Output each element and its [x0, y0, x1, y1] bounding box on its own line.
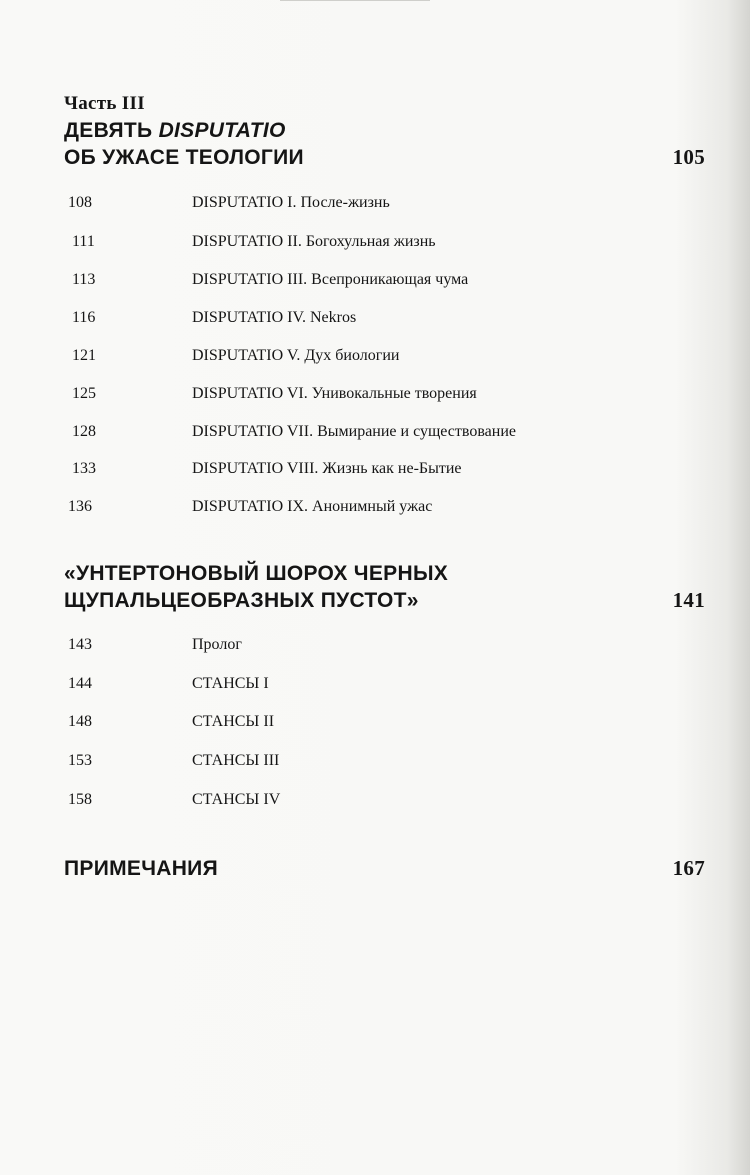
section-2-title-line-2: ЩУПАЛЬЦЕОБРАЗНЫХ ПУСТОТ»	[64, 589, 419, 612]
part-3-page-number: 105	[672, 145, 705, 169]
toc-entry-title: DISPUTATIO VII. Вымирание и существование	[192, 423, 517, 440]
toc-entry-page: 148	[68, 713, 92, 730]
notes-title: ПРИМЕЧАНИЯ	[64, 857, 218, 880]
toc-entry-title: DISPUTATIO III. Всепроникающая чума	[192, 271, 469, 288]
toc-entry-page: 121	[72, 347, 96, 364]
part-title-italic: DISPUTATIO	[158, 119, 286, 142]
toc-entry-title: DISPUTATIO IX. Анонимный ужас	[192, 498, 433, 515]
toc-entry-page: 143	[68, 636, 92, 653]
part-title-line-1	[64, 117, 705, 144]
toc-entry-page: 158	[68, 791, 92, 808]
toc-entry-page: 136	[68, 498, 92, 515]
notes-heading	[64, 855, 705, 882]
toc-entry-page: 113	[72, 271, 96, 288]
toc-entry-title: DISPUTATIO VIII. Жизнь как не-Бытие	[192, 460, 462, 477]
toc-entry-page: 153	[68, 752, 92, 769]
section-2-title-line-1: «УНТЕРТОНОВЫЙ ШОРОХ ЧЕРНЫХ	[64, 562, 449, 585]
section-2-heading	[64, 560, 705, 614]
toc-entry-page: 144	[68, 675, 92, 692]
part-label: Часть III	[64, 93, 145, 114]
toc-entry-page: 128	[72, 423, 96, 440]
toc-entry-title: DISPUTATIO V. Дух биологии	[192, 347, 400, 364]
toc-entry-title: DISPUTATIO II. Богохульная жизнь	[192, 233, 436, 250]
toc-entry-title: DISPUTATIO IV. Nekros	[192, 309, 357, 326]
toc-entry-page: 116	[72, 309, 96, 326]
toc-entry-title: Пролог	[192, 636, 242, 653]
part-3-heading	[64, 90, 705, 171]
toc-entry-page: 111	[72, 233, 95, 250]
toc-entry-title: СТАНСЫ I	[192, 675, 269, 692]
toc-entry-title: СТАНСЫ III	[192, 752, 280, 769]
toc-entry-page: 125	[72, 385, 96, 402]
toc-entry-page: 108	[68, 194, 92, 211]
toc-entry-title: СТАНСЫ II	[192, 713, 275, 730]
part-title-prefix: ДЕВЯТЬ	[64, 119, 159, 142]
page-edge-mark	[280, 0, 430, 7]
notes-page-number: 167	[672, 856, 705, 880]
part-title-line-2: ОБ УЖАСЕ ТЕОЛОГИИ	[64, 146, 304, 169]
toc-entry-title: DISPUTATIO I. После-жизнь	[192, 194, 390, 211]
toc-entry-page: 133	[72, 460, 96, 477]
toc-entry-title: DISPUTATIO VI. Унивокальные творения	[192, 385, 477, 402]
toc-entry-title: СТАНСЫ IV	[192, 791, 281, 808]
section-2-page-number: 141	[672, 588, 705, 612]
